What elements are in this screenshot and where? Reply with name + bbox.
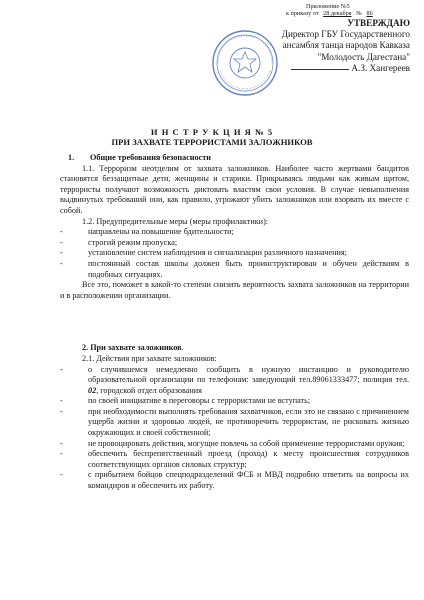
appendix-label: Приложение №5	[306, 3, 350, 10]
list-item: - с прибытием бойцов спецподразделений ФСБ и МВД подробно ответить на вопросы их командиров и обеспечить их работу.	[60, 470, 409, 491]
list-item: - установление систем наблюдения и сигнализации различного назначения;	[60, 248, 347, 258]
order-date: 28 декабря	[323, 10, 352, 17]
section2-heading: 2. При захвате заложников.	[82, 343, 184, 353]
approval-block	[238, 18, 410, 74]
list-item: - направлены на повышение бдительности;	[60, 227, 234, 237]
order-no-label: №	[356, 10, 362, 17]
section1-paragraph-1-1: 1.1. Терроризм неотделим от захвата заложников. Наиболее часто жертвами бандитов становятся беззащитные дети, женщины и старики. Прикрываясь людьми как живым щитом, террористы получают возможность диктовать властям свои условия. В случае невыполнения выдвинутых требований они, как правило, угрожают убить заложников или взорвать их вместе с собой.	[60, 163, 409, 215]
signer-name: А.З. Хангереев	[351, 62, 410, 73]
document-body	[60, 152, 409, 492]
approve-title: УТВЕРЖДАЮ	[347, 18, 410, 28]
list-item: - по своей инициативе в переговоры с террористами не вступать;	[60, 396, 311, 406]
section1-paragraph-1-2: 1.2. Предупредительные меры (меры профилактики):	[82, 216, 269, 226]
section1-number: 1.	[68, 153, 75, 162]
approve-position-line2: ансамбля танца народов Кавказа	[282, 40, 410, 51]
order-no: 86	[366, 10, 373, 17]
list-item: - строгий режим пропуска;	[60, 237, 178, 247]
section2-paragraph-2-1: 2.1. Действия при захвате заложников:	[82, 353, 217, 363]
spacer	[60, 301, 409, 343]
appendix-note	[286, 3, 376, 17]
list-item: - при необходимости выполнять требования захватчиков, если это не связано с причинением ущерба жизни и здоровью людей, не противоречить террористам, не рисковать жизнью окружающих и своей собственной;	[60, 406, 409, 438]
section1-title: Общие требования безопасности	[90, 153, 211, 162]
order-prefix: к приказу от	[286, 10, 319, 17]
section1-heading	[60, 153, 409, 164]
document-subtitle: ПРИ ЗАХВАТЕ ТЕРРОРИСТАМИ ЗАЛОЖНИКОВ	[111, 137, 313, 147]
signature-line	[238, 63, 410, 74]
document-title: И Н С Т Р У К Ц И Я № 5	[150, 127, 274, 137]
list-item: - не провоцировать действия, могущие повлечь за собой применение террористами оружия;	[60, 438, 405, 448]
signature-underline	[291, 69, 349, 70]
list-item: - о случившемся немедленно сообщить в нужную инстанцию и руководителю образовательной организации по телефонам: заведующий тел.89061333477; полиция тел. 02, городской отдел образования	[60, 364, 409, 395]
list-item: - постоянный состав школы должен быть проинструктирован и обучен действиям в подобных ситуациях.	[60, 258, 409, 279]
police-phone: 02	[88, 385, 97, 395]
approve-organization: "Молодость Дагестана"	[317, 51, 410, 62]
approve-position-line1: Директор ГБУ Государственного	[281, 29, 410, 40]
order-reference	[286, 10, 376, 17]
section1-paragraph-conclusion: Все это, поможет в какой-то степени снизить вероятность захвата заложников на территории и в расположении организации.	[60, 280, 409, 300]
list-item: - обеспечить беспрепятственный проезд (проход) к месту происшествия сотрудников соответствующих органов силовых структур;	[60, 449, 409, 469]
